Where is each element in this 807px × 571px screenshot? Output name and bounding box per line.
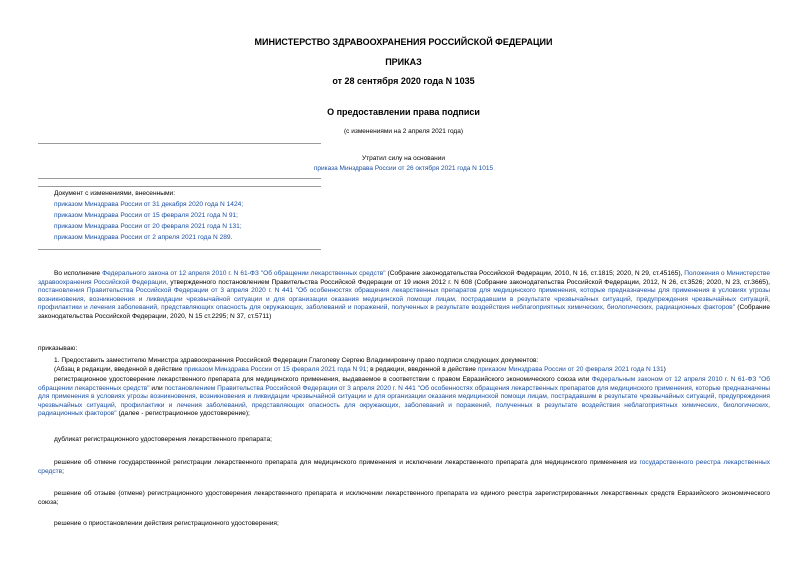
cancel-paragraph bbox=[38, 459, 770, 476]
preamble-text: , утвержденного постановлением Правительства Российской Федерации от 19 июня 2012 г. N 608 bbox=[166, 278, 473, 286]
reg-text: или bbox=[149, 384, 165, 392]
order-link[interactable]: приказом Минздрава России от 15 февраля 2021 года N 91 bbox=[184, 366, 367, 373]
suspend-item: решение о приостановлении действия регистрационного удостоверения; bbox=[54, 520, 279, 527]
law-link[interactable]: Федеральным законом от 12 апреля 2010 г. N 61-ФЗ "Об обращении лекарственных средств" bbox=[38, 376, 770, 392]
amendment-link[interactable]: приказом Минздрава России от 2 апреля 2021 года N 289. bbox=[54, 234, 233, 241]
amendment-note: (с изменениями на 2 апреля 2021 года) bbox=[343, 128, 463, 135]
cancel-text: решение об отмене государственной регистрации лекарственного препарата для медицинского применения и исключении лекарственного препарата для медицинского применения из bbox=[54, 459, 640, 466]
amendment-link[interactable]: приказом Минздрава России от 20 февраля 2021 года N 131; bbox=[54, 223, 242, 230]
law-link[interactable]: Федерального закона от 12 апреля 2010 г. N 61-ФЗ "Об обращении лекарственных средств" bbox=[102, 270, 386, 277]
ministry-heading: МИНИСТЕРСТВО ЗДРАВООХРАНЕНИЯ РОССИЙСКОЙ ФЕДЕРАЦИИ bbox=[254, 37, 553, 47]
divider bbox=[38, 178, 321, 179]
amendments-heading: Документ с изменениями, внесенными: bbox=[54, 190, 176, 197]
reg-text: регистрационное удостоверение лекарственного препарата для медицинского применения, выдаваемое в соответствии с правом Евразийского экономического союза или bbox=[54, 376, 592, 383]
reg-text: (далее - регистрационное удостоверение); bbox=[116, 410, 250, 418]
regulation-link[interactable]: Положения о Министерстве здравоохранения Российской Федерации bbox=[38, 270, 770, 286]
revoke-paragraph bbox=[38, 490, 770, 507]
status-link[interactable]: приказа Минздрава России от 26 октября 2021 года N 1015 bbox=[313, 165, 494, 172]
divider bbox=[38, 249, 321, 250]
preamble-paragraph bbox=[38, 270, 770, 322]
preamble-text: (Собрание законодательства Российской Федерации, 2010, N 16, ст.1815; 2020, N 29, ст.45165), bbox=[385, 270, 685, 277]
doc-type: ПРИКАЗ bbox=[385, 57, 422, 67]
status-text: Утратил силу на основании bbox=[361, 155, 446, 162]
document-title: О предоставлении права подписи bbox=[327, 107, 480, 117]
amendment-link[interactable]: приказом Минздрава России от 15 февраля 2021 года N 91; bbox=[54, 212, 239, 219]
resolution-link[interactable]: постановлением Правительства Российской Федерации от 3 апреля 2020 г. N 441 "Об особенностях обращения лекарственных препаратов для медицинского применения, которые предназначены для применения в условиях угрозы возникновения, возникновения и ликвидации чрезвычайной ситуации и для организации оказания медицинской помощи лицам, пострадавшим в результате чрезвычайных ситуаций, предупреждения чрезвычайных ситуаций, профилактики и лечения заболеваний, представляющих опасность для окружающих, заболеваний и поражений, полученных в результате воздействия неблагоприятных химических, биологических, радиационных факторов" bbox=[38, 384, 770, 418]
preamble-text: (Собрание законодательства Российской Федерации, 2012, N 26, ст.3526; 2020, N 23, ст.3665), bbox=[472, 278, 770, 286]
cancel-text: ; bbox=[62, 467, 64, 475]
duplicate-item: дубликат регистрационного удостоверения лекарственного препарата; bbox=[54, 436, 272, 443]
preamble-text: Во исполнение bbox=[54, 270, 103, 277]
prikazyvayu: приказываю: bbox=[38, 345, 78, 352]
registration-paragraph bbox=[38, 376, 770, 419]
divider bbox=[38, 143, 321, 144]
order-link[interactable]: приказом Минздрава России от 20 февраля 2021 года N 131 bbox=[477, 366, 664, 373]
date-number: от 28 сентября 2020 года N 1035 bbox=[332, 76, 475, 86]
revoke-text: решение об отзыве (отмене) регистрационного удостоверения лекарственного препарата и исключении лекарственного препарата из единого реестра зарегистрированных лекарственных средств Евразийского экономического союза; bbox=[38, 490, 770, 506]
preamble-text: (Собрание законодательства Российской Федерации, 2020, N 15 ст.2295; N 37, ст.5711) bbox=[38, 304, 770, 320]
amendment-link[interactable]: приказом Минздрава России от 31 декабря 2020 года N 1424; bbox=[54, 201, 244, 208]
order-item-1: 1. Предоставить заместителю Министра здравоохранения Российской Федерации Глаголеву Сергею Владимировичу право подписи следующих документов: bbox=[54, 357, 539, 364]
resolution-link[interactable]: постановления Правительства Российской Федерации от 3 апреля 2020 г. N 441 "Об особенностях обращения лекарственных препаратов для медицинского применения, которые предназначены для применения в условиях угрозы возникновения, возникновения и ликвидации чрезвычайной ситуации и для организации оказания медицинской помощи лицам, пострадавшим в результате чрезвычайных ситуаций, предупреждения чрезвычайных ситуаций, профилактики и лечения заболеваний, представляющих опасность для окружающих, заболеваний и поражений, полученных в результате воздействия неблагоприятных химических, биологических, радиационных факторов" bbox=[38, 287, 770, 312]
note-text: (Абзац в редакции, введенной в действие bbox=[54, 366, 185, 373]
note-text: ; в редакции, введенной в действие bbox=[366, 366, 478, 373]
divider bbox=[38, 186, 321, 187]
registry-link[interactable]: государственного реестра лекарственных средств bbox=[38, 459, 770, 475]
note-text: ) bbox=[663, 366, 666, 373]
edit-note bbox=[54, 366, 786, 374]
